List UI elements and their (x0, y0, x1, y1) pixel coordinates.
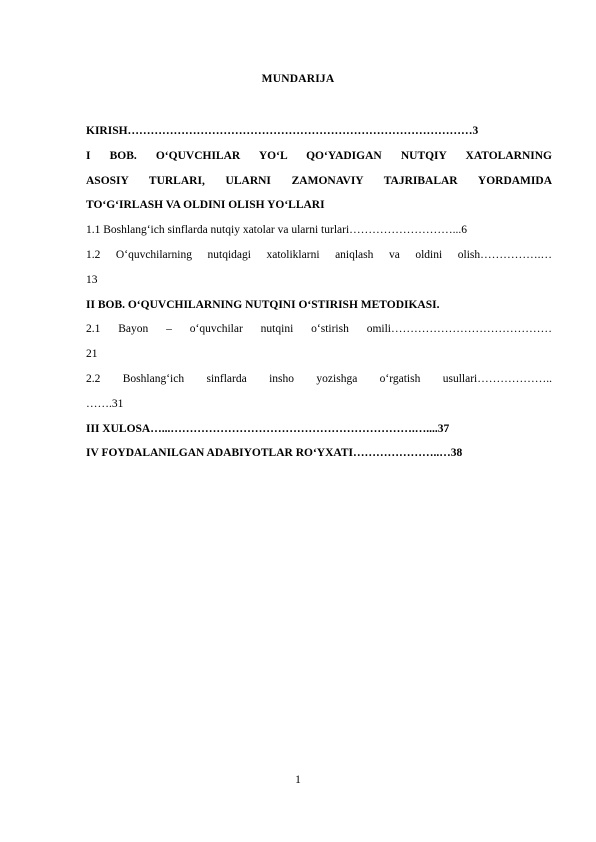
toc-chapter-2-title: II BOB. O‘QUVCHILARNING NUTQINI O‘STIRISH METODIKASI. (86, 298, 440, 311)
toc-section-2-1: 2.1 Bayon – o‘quvchilar nutqini o‘stirish omili…………………………………… (86, 323, 552, 336)
toc-entry-adabiyotlar: IV FOYDALANILGAN ADABIYOTLAR RO‘YXATI…………………..…38 (86, 447, 463, 460)
toc-section-1-2: 1.2 O‘quvchilarning nutqidagi xatoliklarni aniqlash va oldini olish…………….… (86, 248, 552, 261)
toc-chapter-1-title-line-3: TO‘G‘IRLASH VA OLDINI OLISH YO‘LLARI (86, 199, 325, 212)
toc-section-2-1-page: 21 (86, 348, 98, 361)
toc-chapter-1-title-line-1: I BOB. O‘QUVCHILAR YO‘L QO‘YADIGAN NUTQIY XATOLARNING (86, 149, 552, 162)
toc-section-1-2-page: 13 (86, 273, 98, 286)
toc-entry-xulosa: III XULOSA…...……………………………………………………….…....37 (86, 422, 450, 435)
toc-section-2-2-page: …….31 (86, 397, 124, 410)
toc-section-1-1: 1.1 Boshlang‘ich sinflarda nutqiy xatolar va ularni turlari………………………...6 (86, 224, 468, 237)
toc-section-2-2: 2.2 Boshlang‘ich sinflarda insho yozishga o‘rgatish usullari……………….. (86, 372, 552, 385)
page-number: 1 (295, 774, 301, 786)
toc-entry-kirish: KIRISH………………………………………………………………………………3 (86, 125, 479, 137)
page-title: MUNDARIJA (261, 73, 335, 85)
table-of-contents (86, 119, 552, 466)
toc-chapter-1-title-line-2: ASOSIY TURLARI, ULARNI ZAMONAVIY TAJRIBALAR YORDAMIDA (86, 174, 552, 187)
